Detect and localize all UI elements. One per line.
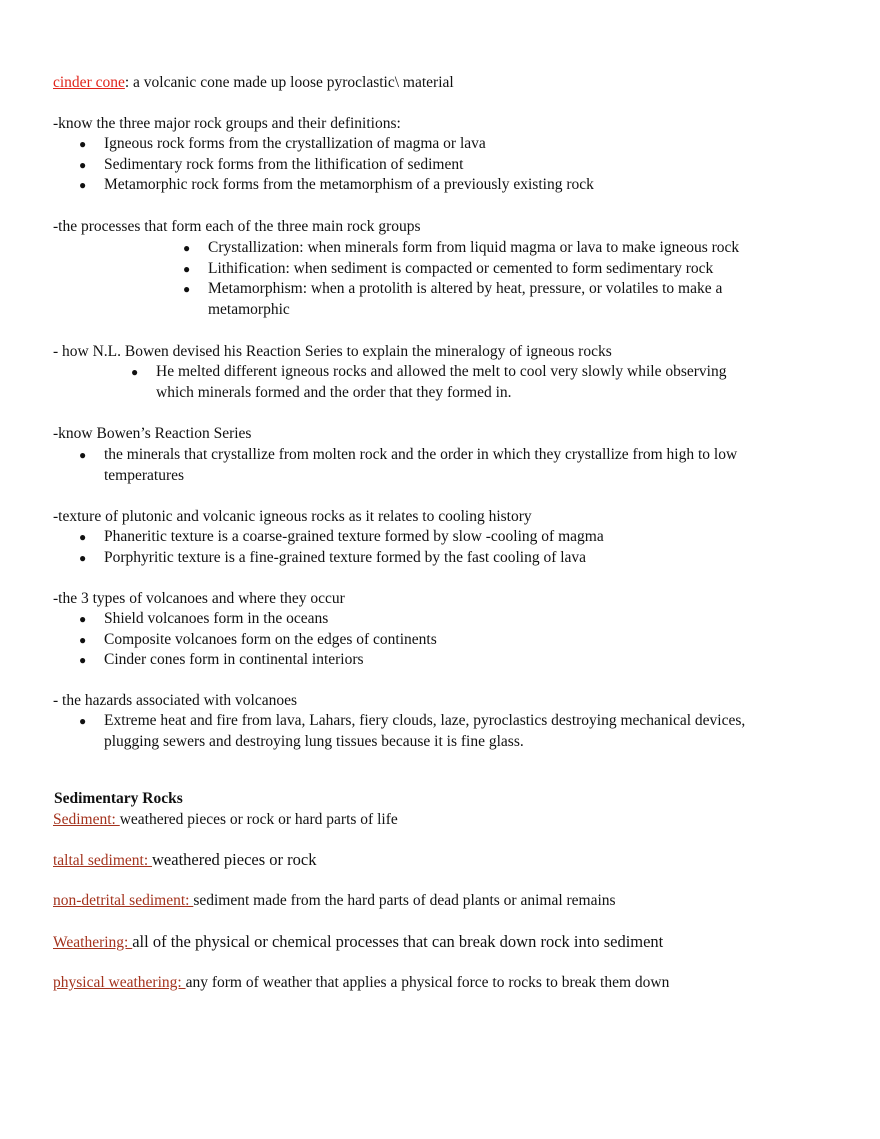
list-texture	[79, 527, 604, 568]
definition-text: any form of weather that applies a physical force to rocks to break them down	[185, 974, 670, 991]
bullet-icon: ●	[79, 612, 87, 626]
list-item: ● Lithification: when sediment is compacted or cemented to form sedimentary rock	[208, 259, 739, 280]
list-bowen-series	[79, 445, 738, 486]
term-link[interactable]: Weathering:	[53, 934, 133, 951]
list-item: ● Crystallization: when minerals form from liquid magma or lava to make igneous rock	[208, 238, 739, 259]
bullet-icon: ●	[79, 530, 87, 544]
section-heading-bowen-devised: - how N.L. Bowen devised his Reaction Series to explain the mineralogy of igneous rocks	[53, 343, 612, 360]
definition-text: all of the physical or chemical processes that can break down rock into sediment	[132, 932, 664, 951]
term-link[interactable]: physical weathering:	[53, 974, 186, 991]
bullet-icon: ●	[183, 261, 191, 276]
bullet-icon: ●	[79, 632, 87, 647]
section-heading-processes: -the processes that form each of the three main rock groups	[53, 218, 421, 235]
section-heading-volcano-types: -the 3 types of volcanoes and where they occur	[53, 590, 345, 607]
definition-non-detrital-sediment	[53, 891, 616, 912]
definition-physical-weathering	[53, 973, 669, 994]
list-item: ● He melted different igneous rocks and allowed the melt to cool very slowly while observing which minerals formed and the order that they formed in.	[131, 363, 727, 401]
term-cinder-cone[interactable]: cinder cone	[53, 74, 125, 91]
list-volcano-types	[79, 609, 437, 671]
definition-text: weathered pieces or rock or hard parts of life	[119, 811, 398, 828]
bullet-icon: ●	[79, 448, 87, 462]
list-item: ● Extreme heat and fire from lava, Lahars, fiery clouds, laze, pyroclastics destroying mechanical devices, plugging sewers and destroying lung tissues because it is fine glass.	[79, 712, 746, 750]
bullet-icon: ●	[79, 137, 87, 151]
list-item: ● Metamorphism: when a protolith is altered by heat, pressure, or volatiles to make a metamorphic	[183, 280, 723, 318]
list-hazards	[79, 711, 746, 752]
bullet-icon: ●	[79, 653, 87, 667]
list-rock-groups	[79, 134, 594, 196]
list-item: ● the minerals that crystallize from molten rock and the order in which they crystallize from high to low temperatures	[79, 446, 738, 484]
section-heading-bowen-series: -know Bowen’s Reaction Series	[53, 425, 252, 442]
list-item: ● Porphyritic texture is a fine-grained texture formed by the fast cooling of lava	[104, 548, 604, 569]
list-item: ● Shield volcanoes form in the oceans	[104, 609, 437, 630]
bullet-icon: ●	[79, 550, 87, 565]
list-item: ● Sedimentary rock forms from the lithification of sediment	[104, 155, 594, 176]
list-item: ● Composite volcanoes form on the edges of continents	[104, 630, 437, 651]
term-link[interactable]: non-detrital sediment:	[53, 892, 194, 909]
definition-sediment	[53, 810, 398, 831]
section-heading-rock-groups: -know the three major rock groups and their definitions:	[53, 115, 401, 132]
list-processes	[183, 238, 740, 320]
list-item: ● Metamorphic rock forms from the metamorphism of a previously existing rock	[104, 175, 594, 196]
list-item: ● Cinder cones form in continental interiors	[104, 650, 437, 671]
definition-text: : a volcanic cone made up loose pyroclastic\ material	[124, 74, 454, 91]
list-item: ● Igneous rock forms from the crystallization of magma or lava	[104, 134, 594, 155]
section-heading-sedimentary-rocks: Sedimentary Rocks	[54, 790, 183, 807]
section-heading-texture: -texture of plutonic and volcanic igneous rocks as it relates to cooling history	[53, 508, 532, 525]
definition-text: weathered pieces or rock	[152, 850, 317, 869]
term-link[interactable]: Sediment:	[53, 811, 120, 828]
list-item: ● Phaneritic texture is a coarse-grained texture formed by slow -cooling of magma	[104, 527, 604, 548]
definition-text: sediment made from the hard parts of dead plants or animal remains	[193, 892, 616, 909]
bullet-icon: ●	[131, 365, 139, 379]
definition-weathering	[53, 932, 663, 954]
bullet-icon: ●	[79, 178, 87, 192]
bullet-icon: ●	[183, 282, 191, 296]
definition-taltal-sediment	[53, 850, 316, 872]
term-link[interactable]: taltal sediment:	[53, 852, 153, 869]
bullet-icon: ●	[79, 157, 87, 172]
section-heading-hazards: - the hazards associated with volcanoes	[53, 692, 298, 709]
bullet-icon: ●	[183, 241, 191, 255]
bullet-icon: ●	[79, 714, 87, 728]
definition-cinder-cone	[53, 73, 454, 94]
list-bowen-devised	[131, 362, 727, 403]
